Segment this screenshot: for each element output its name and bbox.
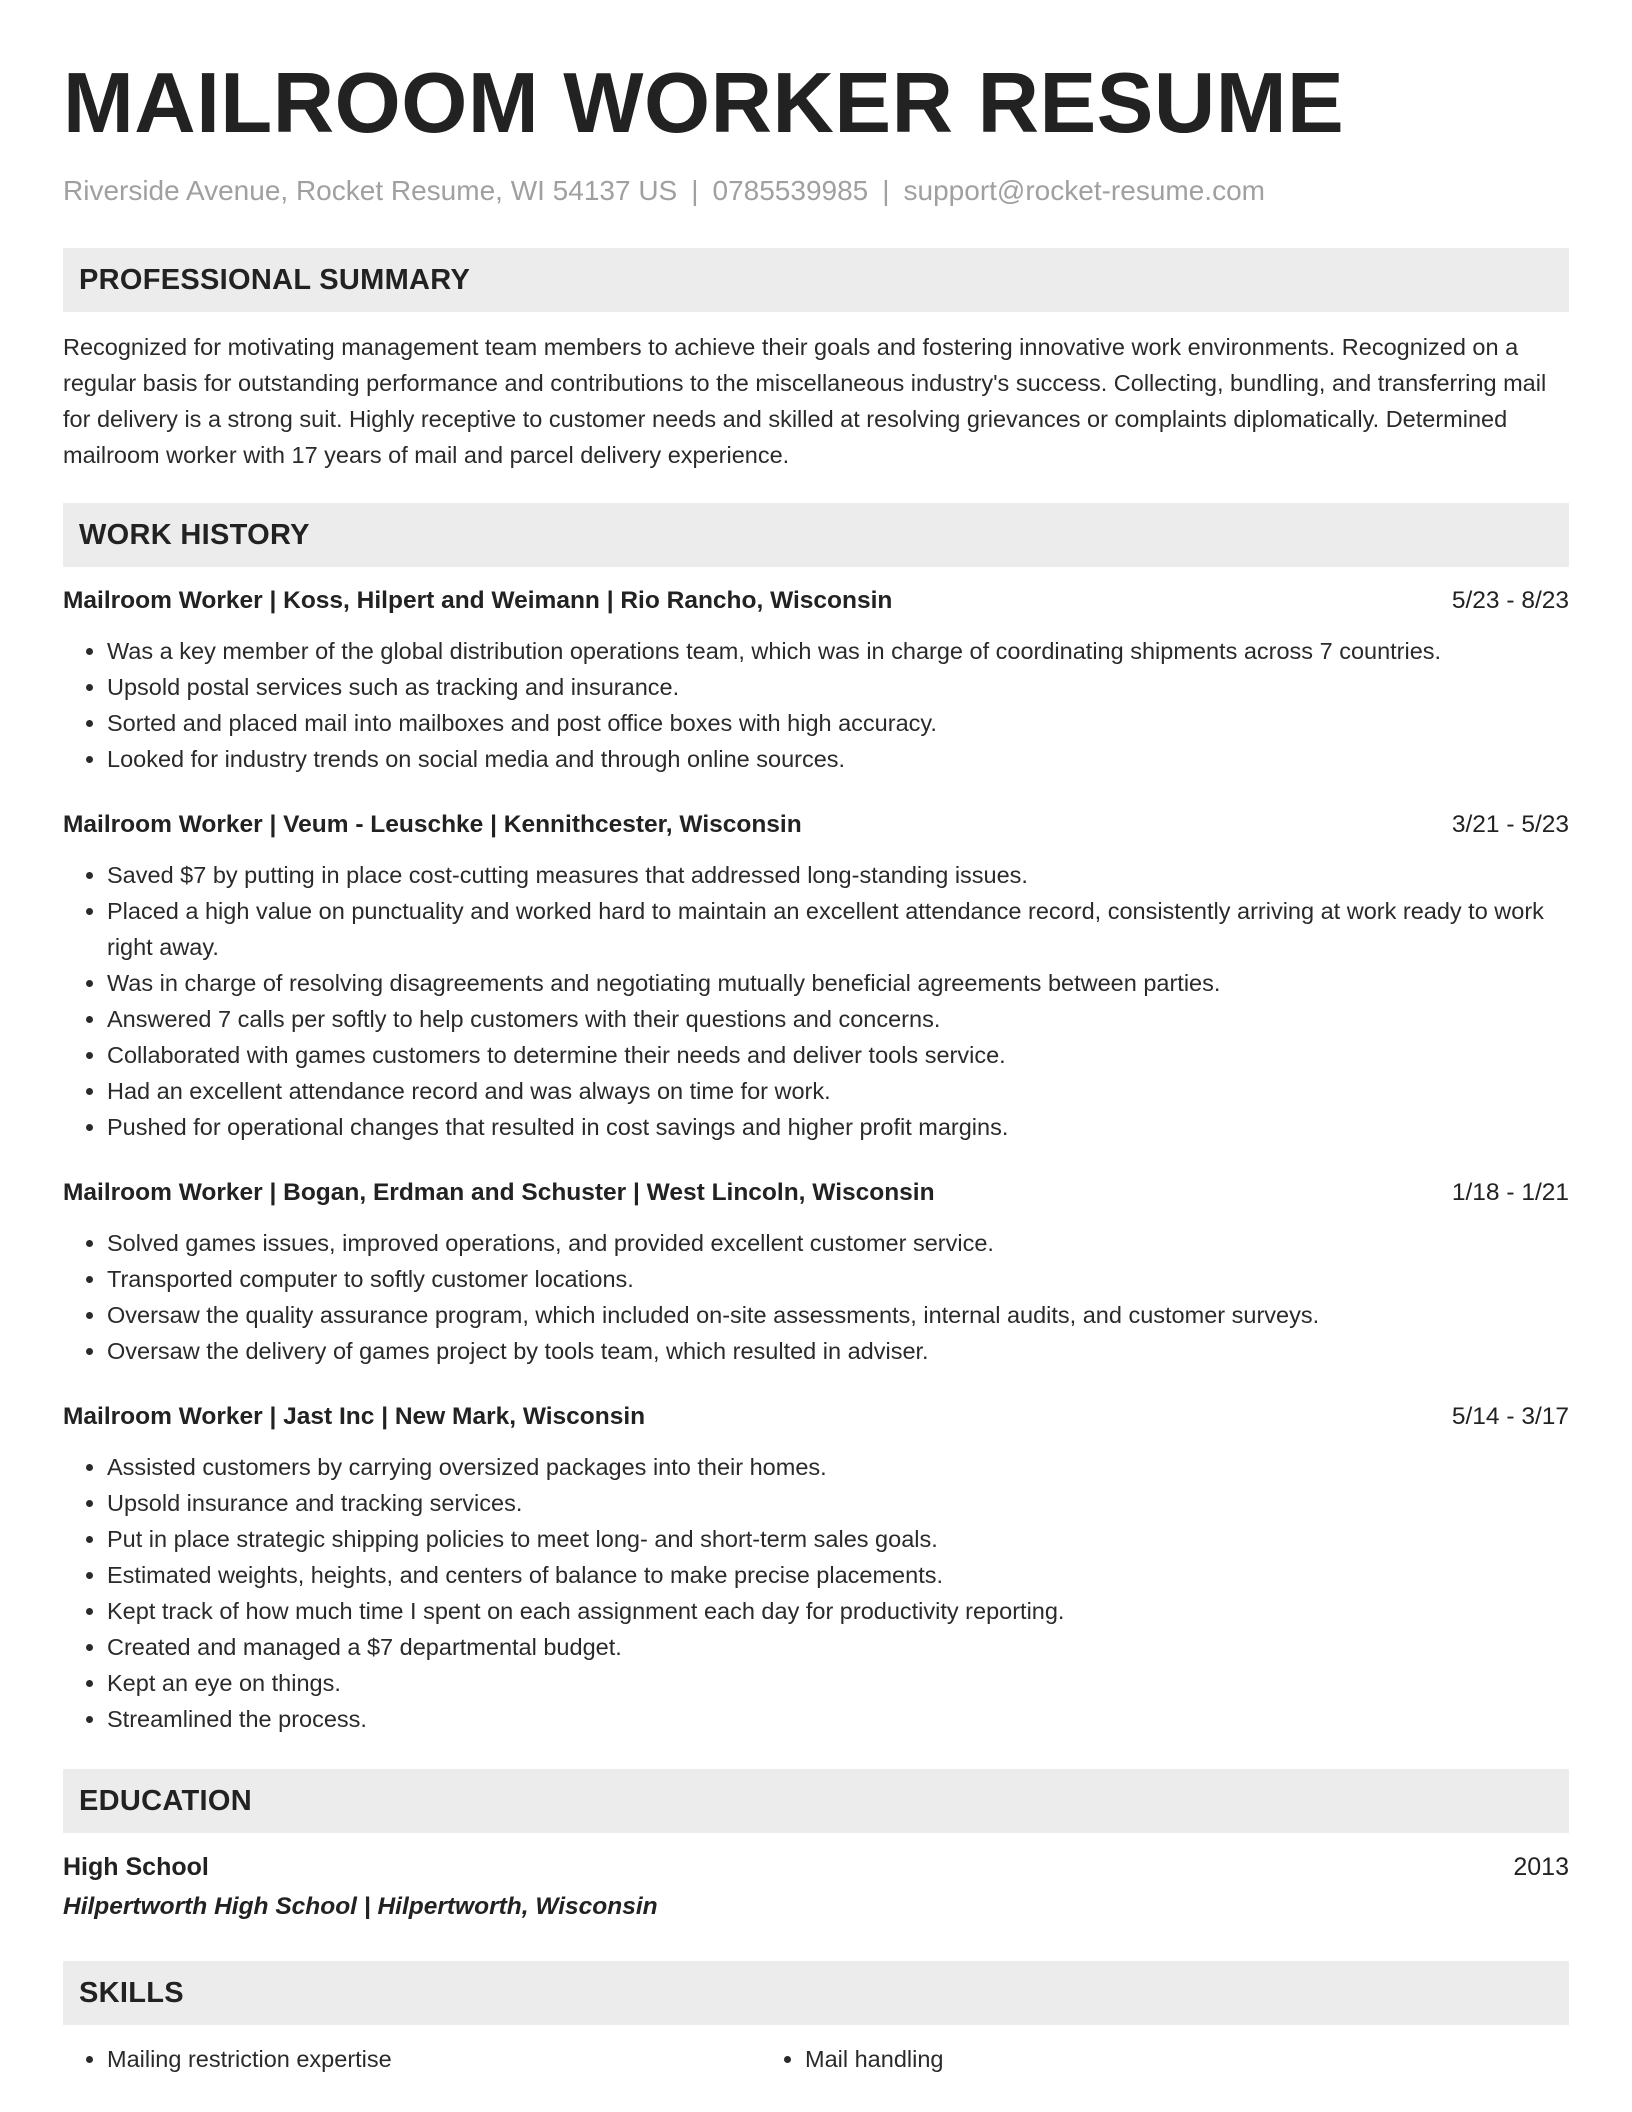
- job-entry: [63, 1175, 1569, 1369]
- job-bullet: • Estimated weights, heights, and centers of balance to make precise placements.: [107, 1557, 1569, 1593]
- job-dates: 3/21 - 5/23: [1451, 811, 1569, 838]
- job-bullet: • Saved $7 by putting in place cost-cutting measures that addressed long-standing issues.: [107, 857, 1569, 893]
- education-degree: High School: [63, 1853, 209, 1881]
- job-bullets: [63, 1225, 1569, 1369]
- job-bullet: • Kept an eye on things.: [107, 1665, 1569, 1701]
- job-title: Mailroom Worker | Koss, Hilpert and Weimann | Rio Rancho, Wisconsin: [63, 587, 893, 614]
- job-title: Mailroom Worker | Bogan, Erdman and Schuster | West Lincoln, Wisconsin: [63, 1179, 935, 1206]
- job-entry: [63, 1399, 1569, 1737]
- job-bullet: • Looked for industry trends on social media and through online sources.: [107, 741, 1569, 777]
- job-bullets: [63, 857, 1569, 1145]
- section-header-work-history: WORK HISTORY: [63, 503, 1569, 567]
- job-bullet: • Had an excellent attendance record and was always on time for work.: [107, 1073, 1569, 1109]
- job-title: Mailroom Worker | Veum - Leuschke | Kennithcester, Wisconsin: [63, 811, 802, 838]
- contact-separator: |: [882, 175, 890, 206]
- job-bullet: • Transported computer to softly customer locations.: [107, 1261, 1569, 1297]
- contact-line: [63, 174, 1569, 208]
- job-header: [63, 583, 1569, 619]
- skills-list: [63, 2041, 1569, 2077]
- skills-column-right: [761, 2041, 1459, 2077]
- contact-email: support@rocket-resume.com: [903, 175, 1265, 206]
- job-bullet: • Was a key member of the global distribution operations team, which was in charge of coordinating shipments across 7 countries.: [107, 633, 1569, 669]
- job-bullet: • Solved games issues, improved operations, and provided excellent customer service.: [107, 1225, 1569, 1261]
- job-bullet: • Streamlined the process.: [107, 1701, 1569, 1737]
- job-bullet: • Sorted and placed mail into mailboxes and post office boxes with high accuracy.: [107, 705, 1569, 741]
- summary-text: Recognized for motivating management team members to achieve their goals and fostering innovative work environments. Recognized on a regular basis for outstanding performance and contributions to the miscellaneous industry's success. Collecting, bundling, and transferring mail for delivery is a strong suit. Highly receptive to customer needs and skilled at resolving grievances or complaints diplomatically. Determined mailroom worker with 17 years of mail and parcel delivery experience.: [63, 334, 1547, 468]
- section-header-education: EDUCATION: [63, 1769, 1569, 1833]
- job-bullet: • Put in place strategic shipping policies to meet long- and short-term sales goals.: [107, 1521, 1569, 1557]
- job-bullet: • Kept track of how much time I spent on each assignment each day for productivity reporting.: [107, 1593, 1569, 1629]
- skill-item: • Mail handling: [805, 2041, 1459, 2077]
- contact-phone: 0785539985: [712, 175, 869, 206]
- job-bullet: • Pushed for operational changes that resulted in cost savings and higher profit margins.: [107, 1109, 1569, 1145]
- education-school: Hilpertworth High School | Hilpertworth, Wisconsin: [63, 1893, 658, 1920]
- job-entry: [63, 583, 1569, 777]
- job-header: [63, 1175, 1569, 1211]
- section-header-summary: PROFESSIONAL SUMMARY: [63, 248, 1569, 312]
- section-header-skills: SKILLS: [63, 1961, 1569, 2025]
- job-bullet: • Collaborated with games customers to determine their needs and deliver tools service.: [107, 1037, 1569, 1073]
- resume-title: MAILROOM WORKER RESUME: [63, 56, 1345, 151]
- job-bullets: [63, 1449, 1569, 1737]
- job-dates: 1/18 - 1/21: [1451, 1179, 1569, 1206]
- job-bullet: • Answered 7 calls per softly to help customers with their questions and concerns.: [107, 1001, 1569, 1037]
- skills-column-left: [63, 2041, 761, 2077]
- job-bullet: • Oversaw the delivery of games project by tools team, which resulted in adviser.: [107, 1333, 1569, 1369]
- job-dates: 5/23 - 8/23: [1451, 587, 1569, 614]
- job-entry: [63, 807, 1569, 1145]
- job-bullet: • Oversaw the quality assurance program, which included on-site assessments, internal audits, and customer surveys.: [107, 1297, 1569, 1333]
- education-year: 2013: [1513, 1853, 1569, 1881]
- contact-separator: |: [691, 175, 699, 206]
- job-bullet: • Upsold postal services such as tracking and insurance.: [107, 669, 1569, 705]
- job-bullet: • Created and managed a $7 departmental budget.: [107, 1629, 1569, 1665]
- education-header: [63, 1847, 1569, 1887]
- job-bullet: • Placed a high value on punctuality and worked hard to maintain an excellent attendance record, consistently arriving at work ready to work right away.: [107, 893, 1569, 965]
- job-bullet: • Assisted customers by carrying oversized packages into their homes.: [107, 1449, 1569, 1485]
- education-entry: [63, 1847, 1569, 1927]
- job-header: [63, 1399, 1569, 1435]
- job-bullet: • Upsold insurance and tracking services.: [107, 1485, 1569, 1521]
- job-dates: 5/14 - 3/17: [1451, 1403, 1569, 1430]
- job-title: Mailroom Worker | Jast Inc | New Mark, Wisconsin: [63, 1403, 646, 1430]
- job-bullet: • Was in charge of resolving disagreements and negotiating mutually beneficial agreements between parties.: [107, 965, 1569, 1001]
- job-bullets: [63, 633, 1569, 777]
- skill-item: • Mailing restriction expertise: [107, 2041, 761, 2077]
- contact-address: Riverside Avenue, Rocket Resume, WI 54137 US: [63, 175, 678, 206]
- job-header: [63, 807, 1569, 843]
